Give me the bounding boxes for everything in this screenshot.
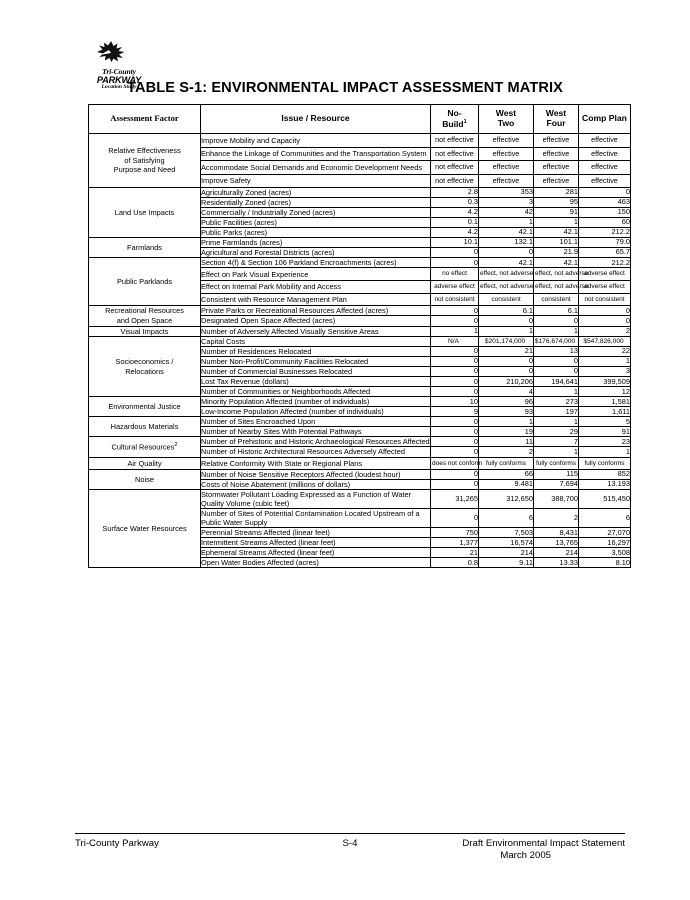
footer-document-title: Draft Environmental Impact Statement: [462, 838, 625, 849]
value-cell-west-four: 0: [534, 367, 579, 377]
value-cell-west-two: 19: [479, 427, 534, 437]
value-cell-west-four: 42.1: [534, 228, 579, 238]
west-four-line-1: West: [545, 108, 567, 119]
issue-resource-cell: Number of Noise Sensitive Receptors Affected (loudest hour): [201, 470, 431, 480]
value-cell-west-two: 0: [479, 248, 534, 258]
value-cell-no-build: 0: [431, 509, 479, 528]
value-cell-west-four: 7.694: [534, 480, 579, 490]
value-cell-west-four: 115: [534, 470, 579, 480]
value-cell-no-build: 10.1: [431, 238, 479, 248]
value-cell-west-two: 42: [479, 208, 534, 218]
value-cell-west-two: fully conforms: [479, 457, 534, 470]
value-cell-comp-plan: 852: [579, 470, 631, 480]
table-row: [89, 337, 631, 347]
value-cell-no-build: 31,265: [431, 490, 479, 509]
value-cell-comp-plan: effective: [579, 174, 631, 187]
value-cell-no-build: not effective: [431, 161, 479, 174]
value-cell-west-two: 11: [479, 437, 534, 447]
value-cell-comp-plan: 463: [579, 198, 631, 208]
value-cell-west-two: 7,503: [479, 528, 534, 538]
value-cell-west-four: 197: [534, 407, 579, 417]
assessment-factor-line: Recreational Resources: [105, 306, 184, 316]
footer-divider: [75, 833, 625, 834]
issue-resource-cell: Number of Commercial Businesses Relocated: [201, 367, 431, 377]
value-cell-west-four: 13: [534, 347, 579, 357]
assessment-factor-cell: [89, 238, 201, 258]
value-cell-west-four: 21.9: [534, 248, 579, 258]
value-cell-west-four: 388,700: [534, 490, 579, 509]
footer-project-name: Tri-County Parkway: [75, 838, 159, 849]
value-cell-west-two: 214: [479, 548, 534, 558]
footer-document-info: [462, 838, 625, 863]
value-cell-no-build: 0: [431, 387, 479, 397]
value-cell-west-four: effect, not adverse: [534, 268, 579, 281]
assessment-factor-cell: [89, 437, 201, 457]
issue-resource-cell: Private Parks or Recreational Resources Affected (acres): [201, 306, 431, 316]
value-cell-comp-plan: 6: [579, 509, 631, 528]
value-cell-west-two: 66: [479, 470, 534, 480]
value-cell-comp-plan: effective: [579, 134, 631, 147]
value-cell-no-build: 10: [431, 397, 479, 407]
value-cell-west-two: 93: [479, 407, 534, 417]
value-cell-west-two: consistent: [479, 293, 534, 306]
issue-resource-cell: Agricultural and Forestal Districts (acres): [201, 248, 431, 258]
value-cell-west-two: 9.11: [479, 558, 534, 568]
value-cell-west-four: 1: [534, 417, 579, 427]
value-cell-no-build: 0.8: [431, 558, 479, 568]
issue-resource-cell: Ephemeral Streams Affected (linear feet): [201, 548, 431, 558]
value-cell-west-two: 0: [479, 367, 534, 377]
value-cell-comp-plan: 1: [579, 357, 631, 367]
value-cell-west-two: 6.1: [479, 306, 534, 316]
value-cell-comp-plan: 16,297: [579, 538, 631, 548]
value-cell-west-four: 91: [534, 208, 579, 218]
issue-resource-cell: Accommodate Social Demands and Economic Development Needs: [201, 161, 431, 174]
issue-resource-cell: Residentially Zoned (acres): [201, 198, 431, 208]
issue-resource-cell: Lost Tax Revenue (dollars): [201, 377, 431, 387]
value-cell-west-two: 2: [479, 447, 534, 457]
value-cell-no-build: not effective: [431, 147, 479, 160]
value-cell-no-build: 0: [431, 367, 479, 377]
west-four-line-2: Four: [546, 118, 566, 129]
issue-resource-cell: Number of Nearby Sites With Potential Pathways: [201, 427, 431, 437]
assessment-factor-cell: [89, 470, 201, 490]
value-cell-no-build: 4.2: [431, 228, 479, 238]
value-cell-west-four: 95: [534, 198, 579, 208]
value-cell-west-two: 0: [479, 357, 534, 367]
issue-resource-cell: Open Water Bodies Affected (acres): [201, 558, 431, 568]
value-cell-west-four: 101.1: [534, 238, 579, 248]
value-cell-west-two: 312,650: [479, 490, 534, 509]
value-cell-west-four: consistent: [534, 293, 579, 306]
value-cell-comp-plan: 0: [579, 306, 631, 316]
column-header-no-build: [431, 105, 479, 134]
value-cell-comp-plan: fully conforms: [579, 457, 631, 470]
value-cell-west-two: effective: [479, 134, 534, 147]
value-cell-no-build: 0: [431, 306, 479, 316]
value-cell-west-four: $176,674,000: [534, 337, 579, 347]
value-cell-comp-plan: 150: [579, 208, 631, 218]
value-cell-west-two: 42.1: [479, 258, 534, 268]
value-cell-no-build: 0: [431, 377, 479, 387]
column-header-comp-plan: Comp Plan: [579, 105, 631, 134]
value-cell-west-two: effect, not adverse: [479, 280, 534, 293]
no-build-line-1: No-: [447, 108, 462, 118]
value-cell-comp-plan: 60: [579, 218, 631, 228]
value-cell-no-build: 0: [431, 248, 479, 258]
value-cell-no-build: 0: [431, 427, 479, 437]
value-cell-comp-plan: 8.10: [579, 558, 631, 568]
table-row: [89, 397, 631, 407]
value-cell-west-two: $201,174,000: [479, 337, 534, 347]
table-row: [89, 188, 631, 198]
assessment-factor-cell: [89, 326, 201, 337]
value-cell-comp-plan: 3: [579, 367, 631, 377]
issue-resource-cell: Enhance the Linkage of Communities and the Transportation System: [201, 147, 431, 160]
value-cell-no-build: adverse effect: [431, 280, 479, 293]
value-cell-no-build: 0: [431, 357, 479, 367]
table-row: [89, 306, 631, 316]
value-cell-no-build: 0.3: [431, 198, 479, 208]
value-cell-comp-plan: 23: [579, 437, 631, 447]
value-cell-comp-plan: 5: [579, 417, 631, 427]
value-cell-no-build: 0: [431, 437, 479, 447]
value-cell-no-build: 0.1: [431, 218, 479, 228]
value-cell-west-two: 3: [479, 198, 534, 208]
no-build-line-2: Build: [442, 118, 464, 129]
value-cell-west-four: effective: [534, 174, 579, 187]
assessment-factor-line: and Open Space: [116, 315, 173, 325]
value-cell-west-four: fully conforms: [534, 457, 579, 470]
value-cell-west-two: 42.1: [479, 228, 534, 238]
column-header-west-four: [534, 105, 579, 134]
assessment-factor-line: Cultural Resources: [111, 442, 175, 452]
value-cell-west-four: effect, not adverse: [534, 280, 579, 293]
value-cell-west-two: effective: [479, 147, 534, 160]
maple-leaf-icon: [96, 40, 126, 62]
issue-resource-cell: Intermittent Streams Affected (linear feet): [201, 538, 431, 548]
assessment-factor-line: Socioeconomics /: [115, 357, 174, 367]
value-cell-comp-plan: 0: [579, 316, 631, 326]
issue-resource-cell: Number of Communities or Neighborhoods Affected: [201, 387, 431, 397]
assessment-factor-cell: [89, 337, 201, 397]
value-cell-west-four: 194,641: [534, 377, 579, 387]
assessment-factor-line: Environmental Justice: [108, 402, 181, 412]
column-header-issue-resource: Issue / Resource: [201, 105, 431, 134]
value-cell-west-four: 214: [534, 548, 579, 558]
impact-matrix-table: [88, 104, 630, 568]
assessment-factor-cell: [89, 417, 201, 437]
issue-resource-cell: Number of Sites of Potential Contamination Located Upstream of a Public Water Supply: [201, 509, 431, 528]
value-cell-comp-plan: 91: [579, 427, 631, 437]
value-cell-comp-plan: 22: [579, 347, 631, 357]
value-cell-west-four: 281: [534, 188, 579, 198]
value-cell-no-build: 0: [431, 258, 479, 268]
table-row: [89, 238, 631, 248]
assessment-factor-cell: [89, 457, 201, 470]
issue-resource-cell: Consistent with Resource Management Plan: [201, 293, 431, 306]
value-cell-comp-plan: 3,508: [579, 548, 631, 558]
value-cell-west-two: 210,206: [479, 377, 534, 387]
table-row: [89, 326, 631, 337]
value-cell-west-two: 9.481: [479, 480, 534, 490]
value-cell-west-four: 1: [534, 387, 579, 397]
value-cell-west-two: effect, not adverse: [479, 268, 534, 281]
issue-resource-cell: Perennial Streams Affected (linear feet): [201, 528, 431, 538]
assessment-factor-cell: [89, 188, 201, 238]
table-row: [89, 457, 631, 470]
assessment-factor-line: Relative Effectiveness: [108, 146, 181, 156]
value-cell-no-build: does not conform: [431, 457, 479, 470]
logo-line-3: Location Study: [101, 83, 137, 90]
value-cell-west-two: 1: [479, 218, 534, 228]
value-cell-west-two: 6: [479, 509, 534, 528]
value-cell-comp-plan: 1: [579, 447, 631, 457]
value-cell-west-four: 1: [534, 218, 579, 228]
value-cell-west-two: effective: [479, 174, 534, 187]
value-cell-west-four: 7: [534, 437, 579, 447]
value-cell-comp-plan: effective: [579, 147, 631, 160]
value-cell-no-build: not effective: [431, 134, 479, 147]
issue-resource-cell: Number Non-Profit/Community Facilities Relocated: [201, 357, 431, 367]
assessment-factor-line: Surface Water Resources: [102, 524, 187, 534]
assessment-factor-cell: [89, 134, 201, 188]
value-cell-west-two: 0: [479, 316, 534, 326]
assessment-factor-cell: [89, 258, 201, 306]
value-cell-comp-plan: 2: [579, 326, 631, 337]
table-row: [89, 417, 631, 427]
table-row: [89, 490, 631, 509]
assessment-factor-line: Relocations: [125, 366, 164, 376]
value-cell-west-four: effective: [534, 134, 579, 147]
value-cell-west-two: 16,574: [479, 538, 534, 548]
value-cell-west-two: effective: [479, 161, 534, 174]
issue-resource-cell: Number of Sites Encroached Upon: [201, 417, 431, 427]
value-cell-west-four: 13,765: [534, 538, 579, 548]
value-cell-comp-plan: 515,450: [579, 490, 631, 509]
assessment-factor-line: Noise: [135, 474, 154, 484]
assessment-factor-line: Purpose and Need: [113, 165, 176, 175]
no-build-footnote-marker: 1: [463, 118, 467, 125]
value-cell-comp-plan: 399,509: [579, 377, 631, 387]
west-two-line-2: Two: [497, 118, 515, 129]
assessment-factor-line: Hazardous Materials: [110, 422, 179, 432]
value-cell-no-build: 4.2: [431, 208, 479, 218]
issue-resource-cell: Stormwater Pollutant Loading Expressed as a Function of Water Quality Volume (cubic feet): [201, 490, 431, 509]
value-cell-west-four: 2: [534, 509, 579, 528]
assessment-factor-footnote-marker: 2: [174, 441, 178, 448]
issue-resource-cell: Section 4(f) & Section 106 Parkland Encroachments (acres): [201, 258, 431, 268]
value-cell-west-four: 13.33: [534, 558, 579, 568]
issue-resource-cell: Number of Residences Relocated: [201, 347, 431, 357]
value-cell-west-four: 273: [534, 397, 579, 407]
value-cell-comp-plan: 79.0: [579, 238, 631, 248]
assessment-factor-line: Air Quality: [127, 458, 162, 468]
value-cell-no-build: 750: [431, 528, 479, 538]
table-row: [89, 258, 631, 268]
value-cell-no-build: 9: [431, 407, 479, 417]
assessment-factor-line: Public Parklands: [116, 276, 173, 286]
value-cell-west-two: 4: [479, 387, 534, 397]
value-cell-no-build: 2.8: [431, 188, 479, 198]
value-cell-west-four: 29: [534, 427, 579, 437]
value-cell-comp-plan: 65.7: [579, 248, 631, 258]
value-cell-no-build: 1: [431, 326, 479, 337]
table-header-row: [89, 105, 631, 134]
value-cell-no-build: 0: [431, 417, 479, 427]
issue-resource-cell: Low-Income Population Affected (number of individuals): [201, 407, 431, 417]
value-cell-comp-plan: 212.2: [579, 258, 631, 268]
value-cell-comp-plan: $547,826,000: [579, 337, 631, 347]
value-cell-comp-plan: 27,070: [579, 528, 631, 538]
value-cell-comp-plan: not consistent: [579, 293, 631, 306]
issue-resource-cell: Number of Prehistoric and Historic Archaeological Resources Affected: [201, 437, 430, 447]
logo-line-1: Tri-County: [102, 67, 136, 76]
issue-resource-cell: Prime Farmlands (acres): [201, 238, 431, 248]
issue-resource-cell: Public Parks (acres): [201, 228, 431, 238]
column-header-west-two: [479, 105, 534, 134]
issue-resource-cell: Minority Population Affected (number of individuals): [201, 397, 431, 407]
value-cell-west-two: 1: [479, 326, 534, 337]
value-cell-no-build: not effective: [431, 174, 479, 187]
footer-document-date: March 2005: [500, 850, 552, 862]
assessment-factor-cell: [89, 306, 201, 326]
table-row: [89, 470, 631, 480]
value-cell-west-four: 1: [534, 326, 579, 337]
assessment-factor-line: of Satisfying: [124, 155, 165, 165]
issue-resource-cell: Designated Open Space Affected (acres): [201, 316, 431, 326]
assessment-factor-cell: [89, 397, 201, 417]
value-cell-comp-plan: adverse effect: [579, 268, 631, 281]
value-cell-no-build: not consistent: [431, 293, 479, 306]
table-row: [89, 134, 631, 147]
value-cell-no-build: 21: [431, 548, 479, 558]
value-cell-comp-plan: 212.2: [579, 228, 631, 238]
value-cell-west-two: 1: [479, 417, 534, 427]
value-cell-west-four: effective: [534, 147, 579, 160]
issue-resource-cell: Costs of Noise Abatement (millions of dollars): [201, 480, 431, 490]
value-cell-west-four: 1: [534, 447, 579, 457]
page-title: TABLE S-1: ENVIRONMENTAL IMPACT ASSESSMENT MATRIX: [127, 80, 563, 96]
value-cell-west-two: 96: [479, 397, 534, 407]
value-cell-west-four: effective: [534, 161, 579, 174]
issue-resource-cell: Improve Safety: [201, 174, 431, 187]
value-cell-no-build: 1,377: [431, 538, 479, 548]
value-cell-west-two: 21: [479, 347, 534, 357]
value-cell-west-four: 6.1: [534, 306, 579, 316]
value-cell-west-two: 353: [479, 188, 534, 198]
value-cell-west-four: 8,431: [534, 528, 579, 538]
value-cell-west-two: 132.1: [479, 238, 534, 248]
value-cell-comp-plan: adverse effect: [579, 280, 631, 293]
assessment-factor-line: Farmlands: [127, 242, 162, 252]
table-row: [89, 437, 631, 447]
value-cell-comp-plan: 1,611: [579, 407, 631, 417]
issue-resource-cell: Effect on Park Visual Experience: [201, 268, 431, 281]
assessment-factor-cell: [89, 490, 201, 568]
value-cell-west-four: 0: [534, 357, 579, 367]
value-cell-no-build: no effect: [431, 268, 479, 281]
logo-line-2: PARKWAY: [96, 74, 142, 85]
issue-resource-cell: Effect on Internal Park Mobility and Access: [201, 280, 431, 293]
value-cell-comp-plan: 0: [579, 188, 631, 198]
west-two-line-1: West: [495, 108, 517, 119]
value-cell-no-build: 0: [431, 316, 479, 326]
assessment-factor-line: Land Use Impacts: [114, 207, 175, 217]
value-cell-comp-plan: 13.193: [579, 480, 631, 490]
value-cell-no-build: 0: [431, 480, 479, 490]
value-cell-west-four: 0: [534, 316, 579, 326]
issue-resource-cell: Capital Costs: [201, 337, 431, 347]
footer-page-number: S-4: [342, 838, 358, 849]
value-cell-comp-plan: 12: [579, 387, 631, 397]
issue-resource-cell: Number of Adversely Affected Visually Sensitive Areas: [201, 326, 431, 337]
value-cell-no-build: N/A: [431, 337, 479, 347]
value-cell-no-build: 0: [431, 447, 479, 457]
value-cell-west-four: 42.1: [534, 258, 579, 268]
issue-resource-cell: Improve Mobility and Capacity: [201, 134, 431, 147]
value-cell-no-build: 0: [431, 470, 479, 480]
value-cell-comp-plan: effective: [579, 161, 631, 174]
value-cell-comp-plan: 1,581: [579, 397, 631, 407]
issue-resource-cell: Public Facilities (acres): [201, 218, 431, 228]
issue-resource-cell: Relative Conformity With State or Regional Plans: [201, 457, 431, 470]
issue-resource-cell: Agriculturally Zoned (acres): [201, 188, 431, 198]
assessment-factor-line: Visual Impacts: [120, 326, 169, 336]
issue-resource-cell: Number of Historic Architectural Resources Adversely Affected: [201, 447, 431, 457]
issue-resource-cell: Commercially / Industrially Zoned (acres): [201, 208, 431, 218]
value-cell-no-build: 0: [431, 347, 479, 357]
column-header-assessment-factor: Assessment Factor: [89, 105, 201, 134]
